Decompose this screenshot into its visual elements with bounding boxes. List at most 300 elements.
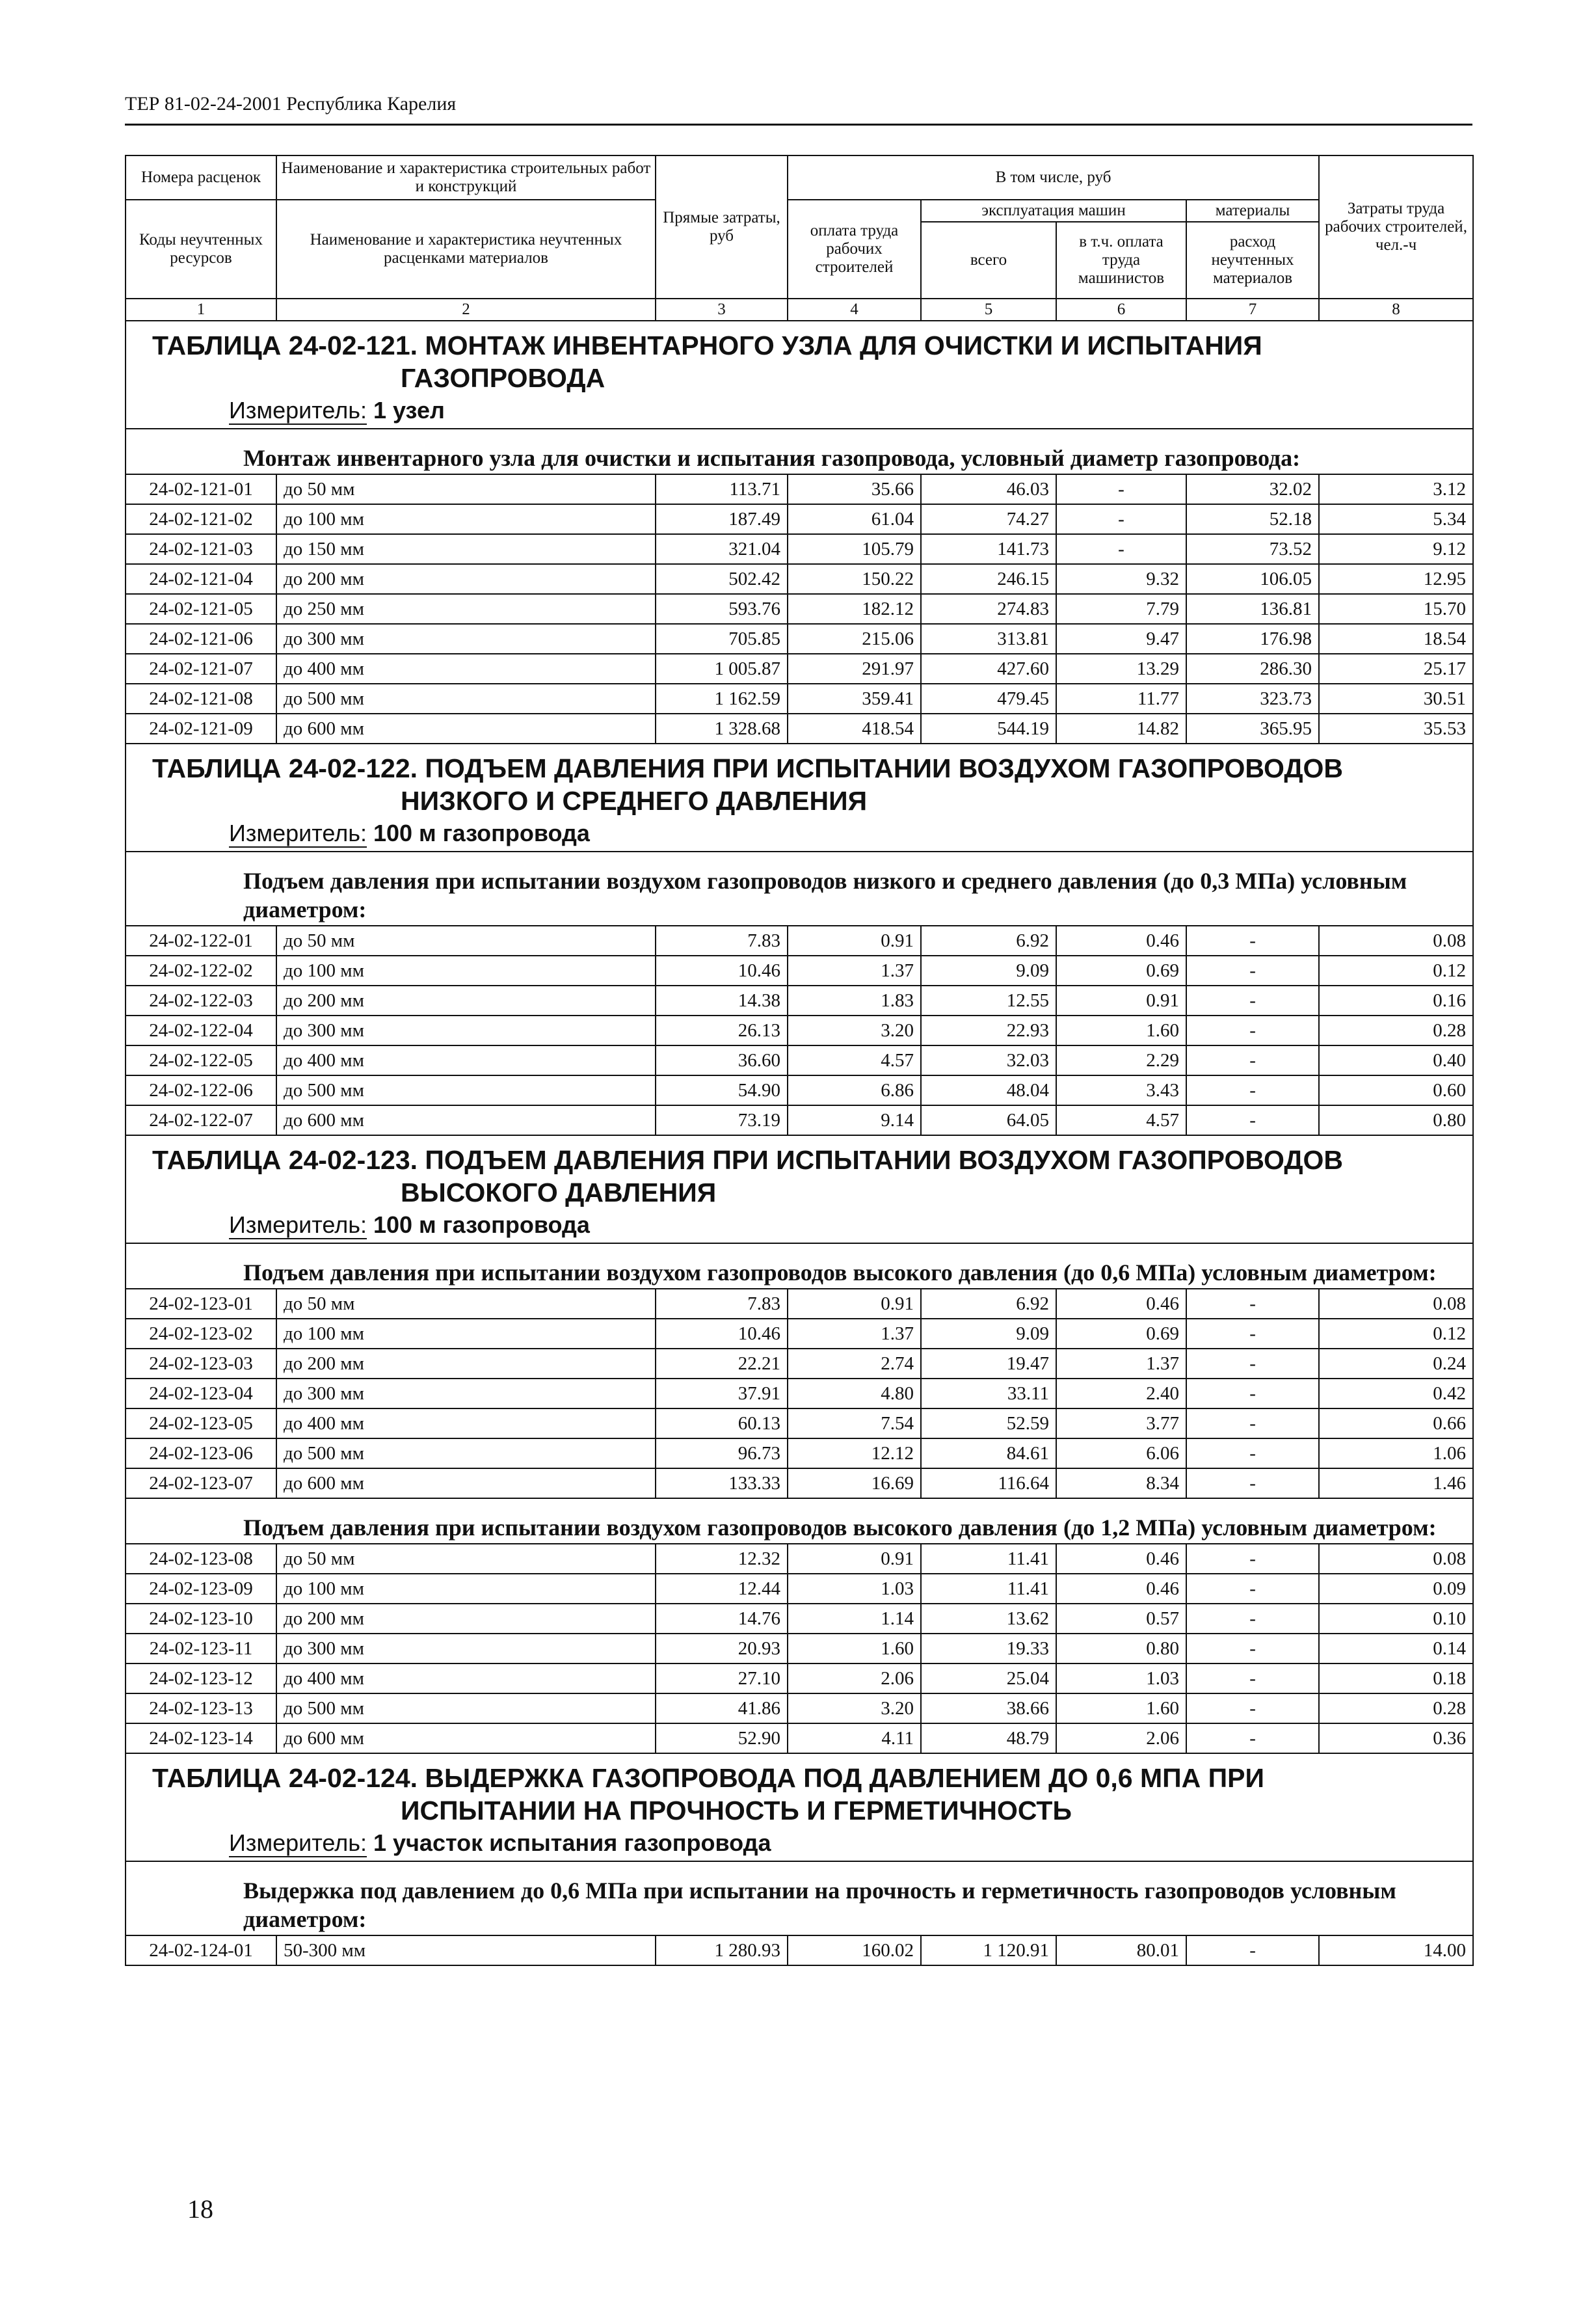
table-cell: 2.40 (1056, 1379, 1186, 1408)
table-cell: 2.29 (1056, 1045, 1186, 1075)
table-cell: 24-02-122-05 (126, 1045, 276, 1075)
table-row (126, 504, 1473, 534)
table-cell: 7.79 (1056, 594, 1186, 624)
table-cell: 0.36 (1319, 1723, 1473, 1753)
col-number: 6 (1056, 299, 1186, 321)
table-cell: 24-02-121-03 (126, 534, 276, 564)
table-cell: 24-02-123-06 (126, 1438, 276, 1468)
table-cell: - (1186, 1935, 1319, 1965)
table-cell: 3.20 (788, 1693, 921, 1723)
table-cell: - (1186, 1408, 1319, 1438)
table-cell: 35.66 (788, 474, 921, 504)
table-row (126, 1105, 1473, 1135)
table-row (126, 1075, 1473, 1105)
table-cell: 64.05 (921, 1105, 1056, 1135)
table-cell: 502.42 (656, 564, 788, 594)
table-cell: 0.46 (1056, 1544, 1186, 1574)
table-row (126, 1574, 1473, 1604)
group-subheading: Подъем давления при испытании воздухом газопроводов низкого и среднего давления (до 0,3 МПа) условным диаметром: (243, 868, 1407, 923)
table-cell: 0.14 (1319, 1634, 1473, 1663)
col-number: 2 (276, 299, 656, 321)
table-cell: 0.24 (1319, 1349, 1473, 1379)
col-materials-name: Наименование и характеристика неучтенных расценками материалов (276, 200, 656, 299)
table-cell: 0.09 (1319, 1574, 1473, 1604)
table-cell: - (1186, 1105, 1319, 1135)
table-cell: 12.95 (1319, 564, 1473, 594)
table-cell: 141.73 (921, 534, 1056, 564)
col-number: 4 (788, 299, 921, 321)
table-cell: - (1186, 1289, 1319, 1319)
table-title-line: ТАБЛИЦА 24-02-121. МОНТАЖ ИНВЕНТАРНОГО УЗЛА ДЛЯ ОЧИСТКИ И ИСПЫТАНИЯ (152, 330, 1262, 360)
table-cell: до 300 мм (276, 1379, 656, 1408)
table-cell: 24-02-123-11 (126, 1634, 276, 1663)
col-number: 1 (126, 299, 276, 321)
table-row (126, 1663, 1473, 1693)
col-machines-group: эксплуатация машин (921, 200, 1186, 222)
col-work-name: Наименование и характеристика строительных работ и конструкций (276, 155, 656, 200)
table-row (126, 1544, 1473, 1574)
group-subheading-cell (126, 1498, 1473, 1544)
table-cell: 24-02-121-05 (126, 594, 276, 624)
table-cell: 12.55 (921, 986, 1056, 1016)
table-cell: 24-02-123-05 (126, 1408, 276, 1438)
table-cell: 96.73 (656, 1438, 788, 1468)
table-cell: 1.60 (788, 1634, 921, 1663)
table-row (126, 1408, 1473, 1438)
col-labor-costs: Затраты труда рабочих строителей, чел.-ч (1319, 155, 1473, 299)
table-cell: 50-300 мм (276, 1935, 656, 1965)
table-cell: до 200 мм (276, 1349, 656, 1379)
table-cell: - (1186, 1045, 1319, 1075)
table-cell: 705.85 (656, 624, 788, 654)
table-cell: 0.46 (1056, 926, 1186, 956)
table-cell: 24-02-122-04 (126, 1016, 276, 1045)
table-cell: 0.08 (1319, 1544, 1473, 1574)
table-cell: 313.81 (921, 624, 1056, 654)
table-cell: 25.17 (1319, 654, 1473, 684)
table-cell: - (1186, 1016, 1319, 1045)
table-cell: - (1186, 1438, 1319, 1468)
table-title-line: ВЫСОКОГО ДАВЛЕНИЯ (401, 1178, 717, 1207)
table-cell: до 100 мм (276, 956, 656, 986)
table-cell: 24-02-123-03 (126, 1349, 276, 1379)
table-cell: 1.14 (788, 1604, 921, 1634)
table-cell: - (1186, 1349, 1319, 1379)
table-cell: 26.13 (656, 1016, 788, 1045)
table-cell: до 600 мм (276, 714, 656, 744)
document-body (125, 155, 1472, 1966)
table-cell: 6.92 (921, 1289, 1056, 1319)
meter-label: Измеритель: (229, 820, 367, 846)
col-group-including: В том числе, руб (788, 155, 1319, 200)
table-cell: до 100 мм (276, 1574, 656, 1604)
group-subheading-cell (126, 1243, 1473, 1289)
table-cell: 9.32 (1056, 564, 1186, 594)
table-cell: 0.91 (788, 1544, 921, 1574)
table-title-line: ИСПЫТАНИИ НА ПРОЧНОСТЬ И ГЕРМЕТИЧНОСТЬ (401, 1796, 1072, 1825)
table-cell: 24-02-123-07 (126, 1468, 276, 1498)
table-cell: 1 280.93 (656, 1935, 788, 1965)
table-cell: 25.04 (921, 1663, 1056, 1693)
table-cell: до 200 мм (276, 1604, 656, 1634)
table-cell: 113.71 (656, 474, 788, 504)
table-cell: 9.47 (1056, 624, 1186, 654)
table-cell: 593.76 (656, 594, 788, 624)
table-cell: 0.69 (1056, 956, 1186, 986)
rates-table-body (126, 155, 1473, 1965)
table-cell: до 500 мм (276, 684, 656, 714)
table-cell: 48.04 (921, 1075, 1056, 1105)
table-heading-cell (126, 321, 1473, 429)
table-cell: до 600 мм (276, 1105, 656, 1135)
table-cell: 5.34 (1319, 504, 1473, 534)
table-cell: 24-02-123-01 (126, 1289, 276, 1319)
table-cell: 37.91 (656, 1379, 788, 1408)
table-cell: 74.27 (921, 504, 1056, 534)
table-cell: 24-02-124-01 (126, 1935, 276, 1965)
table-cell: до 600 мм (276, 1468, 656, 1498)
table-cell: - (1186, 1574, 1319, 1604)
table-cell: 3.77 (1056, 1408, 1186, 1438)
table-cell: до 500 мм (276, 1438, 656, 1468)
table-cell: 0.46 (1056, 1289, 1186, 1319)
table-cell: 359.41 (788, 684, 921, 714)
table-cell: 0.91 (788, 1289, 921, 1319)
table-cell: 0.40 (1319, 1045, 1473, 1075)
table-cell: 2.74 (788, 1349, 921, 1379)
table-cell: 106.05 (1186, 564, 1319, 594)
group-subheading-cell (126, 1861, 1473, 1935)
table-cell: 7.83 (656, 926, 788, 956)
table-row (126, 1723, 1473, 1753)
table-cell: 1.03 (788, 1574, 921, 1604)
table-cell: 12.32 (656, 1544, 788, 1574)
table-cell: 24-02-121-07 (126, 654, 276, 684)
table-cell: до 200 мм (276, 564, 656, 594)
page-header: ТЕР 81-02-24-2001 Республика Карелия (125, 93, 457, 114)
table-cell: 4.57 (1056, 1105, 1186, 1135)
table-row (126, 1349, 1473, 1379)
table-cell: 24-02-123-12 (126, 1663, 276, 1693)
table-cell: 13.62 (921, 1604, 1056, 1634)
table-cell: 84.61 (921, 1438, 1056, 1468)
column-header-row-2 (126, 200, 1473, 222)
group-subheading-row (126, 429, 1473, 474)
table-title-line: ТАБЛИЦА 24-02-124. ВЫДЕРЖКА ГАЗОПРОВОДА ПОД ДАВЛЕНИЕМ ДО 0,6 МПА ПРИ (152, 1763, 1264, 1793)
table-cell: 1 328.68 (656, 714, 788, 744)
table-cell: до 400 мм (276, 1408, 656, 1438)
table-cell: 3.20 (788, 1016, 921, 1045)
table-meter (126, 394, 1472, 428)
table-cell: 38.66 (921, 1693, 1056, 1723)
table-cell: 321.04 (656, 534, 788, 564)
table-title (126, 744, 1472, 817)
table-cell: 52.90 (656, 1723, 788, 1753)
table-cell: 286.30 (1186, 654, 1319, 684)
col-direct-costs: Прямые затраты, руб (656, 155, 788, 299)
table-cell: 0.12 (1319, 1319, 1473, 1349)
group-subheading-row (126, 1498, 1473, 1544)
table-cell: 13.29 (1056, 654, 1186, 684)
table-meter (126, 817, 1472, 851)
table-cell: до 600 мм (276, 1723, 656, 1753)
table-cell: 0.46 (1056, 1574, 1186, 1604)
table-cell: 48.79 (921, 1723, 1056, 1753)
table-cell: - (1186, 1723, 1319, 1753)
table-cell: - (1186, 1693, 1319, 1723)
table-cell: до 400 мм (276, 654, 656, 684)
table-cell: до 150 мм (276, 534, 656, 564)
table-cell: 24-02-122-06 (126, 1075, 276, 1105)
table-cell: 1.60 (1056, 1693, 1186, 1723)
table-cell: 61.04 (788, 504, 921, 534)
table-cell: 1.46 (1319, 1468, 1473, 1498)
table-cell: 14.38 (656, 986, 788, 1016)
table-row (126, 654, 1473, 684)
table-cell: 116.64 (921, 1468, 1056, 1498)
table-cell: 16.69 (788, 1468, 921, 1498)
table-cell: до 300 мм (276, 1016, 656, 1045)
table-cell: 1.06 (1319, 1438, 1473, 1468)
table-cell: 36.60 (656, 1045, 788, 1075)
meter-label: Измеритель: (229, 397, 367, 424)
col-machines-total: всего (921, 222, 1056, 299)
table-cell: - (1056, 534, 1186, 564)
table-row (126, 1634, 1473, 1663)
table-cell: 9.09 (921, 956, 1056, 986)
table-cell: 24-02-123-08 (126, 1544, 276, 1574)
table-cell: 0.57 (1056, 1604, 1186, 1634)
table-title (126, 321, 1472, 394)
table-section-heading (126, 321, 1473, 429)
table-cell: 0.16 (1319, 986, 1473, 1016)
table-cell: до 50 мм (276, 1544, 656, 1574)
table-cell: 27.10 (656, 1663, 788, 1693)
table-cell: - (1056, 474, 1186, 504)
table-cell: 418.54 (788, 714, 921, 744)
table-row (126, 594, 1473, 624)
table-cell: 0.10 (1319, 1604, 1473, 1634)
group-subheading: Выдержка под давлением до 0,6 МПа при испытании на прочность и герметичность газопроводов условным диаметром: (243, 1878, 1396, 1932)
table-title (126, 1754, 1472, 1827)
table-cell: 24-02-123-09 (126, 1574, 276, 1604)
table-row (126, 1468, 1473, 1498)
table-meter (126, 1827, 1472, 1861)
table-cell: 24-02-122-07 (126, 1105, 276, 1135)
table-cell: до 500 мм (276, 1693, 656, 1723)
table-cell: 24-02-123-14 (126, 1723, 276, 1753)
table-cell: - (1186, 1634, 1319, 1663)
table-cell: 10.46 (656, 956, 788, 986)
table-cell: 24-02-121-09 (126, 714, 276, 744)
table-row (126, 624, 1473, 654)
col-number: 8 (1319, 299, 1473, 321)
table-cell: до 100 мм (276, 1319, 656, 1349)
meter-value: 1 узел (373, 397, 445, 424)
table-row (126, 956, 1473, 986)
col-materials-use: расход неучтенных материалов (1186, 222, 1319, 299)
table-cell: 6.92 (921, 926, 1056, 956)
table-cell: 4.57 (788, 1045, 921, 1075)
table-cell: 1 005.87 (656, 654, 788, 684)
table-cell: 1.60 (1056, 1016, 1186, 1045)
table-cell: 24-02-123-02 (126, 1319, 276, 1349)
table-cell: до 50 мм (276, 1289, 656, 1319)
table-cell: 2.06 (788, 1663, 921, 1693)
table-cell: 14.00 (1319, 1935, 1473, 1965)
table-cell: 0.28 (1319, 1016, 1473, 1045)
column-header-row (126, 155, 1473, 200)
table-cell: 8.34 (1056, 1468, 1186, 1498)
table-cell: 1.83 (788, 986, 921, 1016)
col-machinist-pay: в т.ч. оплата труда машинистов (1056, 222, 1186, 299)
table-cell: - (1186, 1604, 1319, 1634)
table-cell: 14.76 (656, 1604, 788, 1634)
table-cell: 0.08 (1319, 1289, 1473, 1319)
col-number: 3 (656, 299, 788, 321)
table-cell: - (1186, 956, 1319, 986)
table-cell: 54.90 (656, 1075, 788, 1105)
table-cell: до 100 мм (276, 504, 656, 534)
table-title-line: ГАЗОПРОВОДА (401, 363, 605, 393)
table-cell: 0.69 (1056, 1319, 1186, 1349)
table-cell: 6.86 (788, 1075, 921, 1105)
table-cell: 0.28 (1319, 1693, 1473, 1723)
table-row (126, 1045, 1473, 1075)
table-cell: - (1186, 926, 1319, 956)
table-cell: 0.91 (1056, 986, 1186, 1016)
table-cell: 160.02 (788, 1935, 921, 1965)
col-number: 5 (921, 299, 1056, 321)
meter-value: 100 м газопровода (373, 1211, 590, 1238)
table-cell: 7.83 (656, 1289, 788, 1319)
table-cell: 24-02-121-04 (126, 564, 276, 594)
table-cell: 73.52 (1186, 534, 1319, 564)
table-row (126, 926, 1473, 956)
table-cell: до 200 мм (276, 986, 656, 1016)
table-cell: 24-02-123-10 (126, 1604, 276, 1634)
table-cell: - (1186, 1075, 1319, 1105)
table-cell: 52.18 (1186, 504, 1319, 534)
table-cell: - (1186, 1468, 1319, 1498)
table-cell: 0.66 (1319, 1408, 1473, 1438)
table-cell: 60.13 (656, 1408, 788, 1438)
table-cell: 246.15 (921, 564, 1056, 594)
table-cell: 52.59 (921, 1408, 1056, 1438)
table-cell: 11.41 (921, 1544, 1056, 1574)
table-cell: 11.41 (921, 1574, 1056, 1604)
table-cell: 35.53 (1319, 714, 1473, 744)
table-cell: 32.03 (921, 1045, 1056, 1075)
col-resource-codes: Коды неучтенных ресурсов (126, 200, 276, 299)
table-cell: 24-02-121-01 (126, 474, 276, 504)
group-subheading: Подъем давления при испытании воздухом газопроводов высокого давления (до 1,2 МПа) условным диаметром: (243, 1515, 1437, 1541)
table-cell: 1.37 (1056, 1349, 1186, 1379)
group-subheading: Подъем давления при испытании воздухом газопроводов высокого давления (до 0,6 МПа) условным диаметром: (243, 1259, 1437, 1286)
table-cell: до 250 мм (276, 594, 656, 624)
table-cell: 1.37 (788, 1319, 921, 1349)
table-cell: 1.03 (1056, 1663, 1186, 1693)
col-materials-group: материалы (1186, 200, 1319, 222)
table-cell: 7.54 (788, 1408, 921, 1438)
table-cell: 6.06 (1056, 1438, 1186, 1468)
table-cell: 176.98 (1186, 624, 1319, 654)
table-cell: до 300 мм (276, 624, 656, 654)
table-cell: 24-02-121-06 (126, 624, 276, 654)
table-cell: 4.11 (788, 1723, 921, 1753)
group-subheading-row (126, 852, 1473, 926)
table-cell: 24-02-123-04 (126, 1379, 276, 1408)
rates-table (125, 155, 1474, 1966)
table-row (126, 986, 1473, 1016)
table-cell: 22.21 (656, 1349, 788, 1379)
table-title (126, 1136, 1472, 1209)
table-cell: 133.33 (656, 1468, 788, 1498)
table-cell: 20.93 (656, 1634, 788, 1663)
table-cell: 11.77 (1056, 684, 1186, 714)
table-cell: 136.81 (1186, 594, 1319, 624)
table-title-line: НИЗКОГО И СРЕДНЕГО ДАВЛЕНИЯ (401, 786, 868, 816)
table-section-heading (126, 1753, 1473, 1861)
table-cell: до 300 мм (276, 1634, 656, 1663)
table-title-line: ТАБЛИЦА 24-02-122. ПОДЪЕМ ДАВЛЕНИЯ ПРИ ИСПЫТАНИИ ВОЗДУХОМ ГАЗОПРОВОДОВ (152, 753, 1344, 783)
table-cell: до 400 мм (276, 1663, 656, 1693)
table-cell: 24-02-121-08 (126, 684, 276, 714)
table-cell: 1.37 (788, 956, 921, 986)
table-cell: - (1186, 1544, 1319, 1574)
col-rate-numbers: Номера расценок (126, 155, 276, 200)
table-cell: 150.22 (788, 564, 921, 594)
table-cell: - (1186, 1663, 1319, 1693)
table-cell: 9.09 (921, 1319, 1056, 1349)
table-cell: 0.42 (1319, 1379, 1473, 1408)
table-row (126, 1379, 1473, 1408)
table-cell: - (1056, 504, 1186, 534)
table-cell: 0.60 (1319, 1075, 1473, 1105)
table-row (126, 1289, 1473, 1319)
table-cell: 0.08 (1319, 926, 1473, 956)
table-row (126, 1693, 1473, 1723)
table-title-line: ТАБЛИЦА 24-02-123. ПОДЪЕМ ДАВЛЕНИЯ ПРИ ИСПЫТАНИИ ВОЗДУХОМ ГАЗОПРОВОДОВ (152, 1145, 1344, 1175)
table-cell: 274.83 (921, 594, 1056, 624)
meter-label: Измеритель: (229, 1829, 367, 1856)
column-number-row (126, 299, 1473, 321)
table-cell: 427.60 (921, 654, 1056, 684)
table-cell: 24-02-122-02 (126, 956, 276, 986)
table-cell: 32.02 (1186, 474, 1319, 504)
table-cell: 187.49 (656, 504, 788, 534)
table-cell: 73.19 (656, 1105, 788, 1135)
group-subheading-cell (126, 429, 1473, 474)
table-row (126, 1604, 1473, 1634)
table-cell: 215.06 (788, 624, 921, 654)
header-rule (125, 124, 1472, 126)
table-row (126, 474, 1473, 504)
table-heading-cell (126, 744, 1473, 852)
table-cell: 3.43 (1056, 1075, 1186, 1105)
meter-label: Измеритель: (229, 1211, 367, 1238)
table-cell: 10.46 (656, 1319, 788, 1349)
group-subheading-row (126, 1861, 1473, 1935)
table-row (126, 564, 1473, 594)
table-cell: - (1186, 1379, 1319, 1408)
table-row (126, 534, 1473, 564)
table-cell: 46.03 (921, 474, 1056, 504)
table-heading-cell (126, 1135, 1473, 1243)
table-cell: 291.97 (788, 654, 921, 684)
table-section-heading (126, 1135, 1473, 1243)
table-cell: - (1186, 1319, 1319, 1349)
